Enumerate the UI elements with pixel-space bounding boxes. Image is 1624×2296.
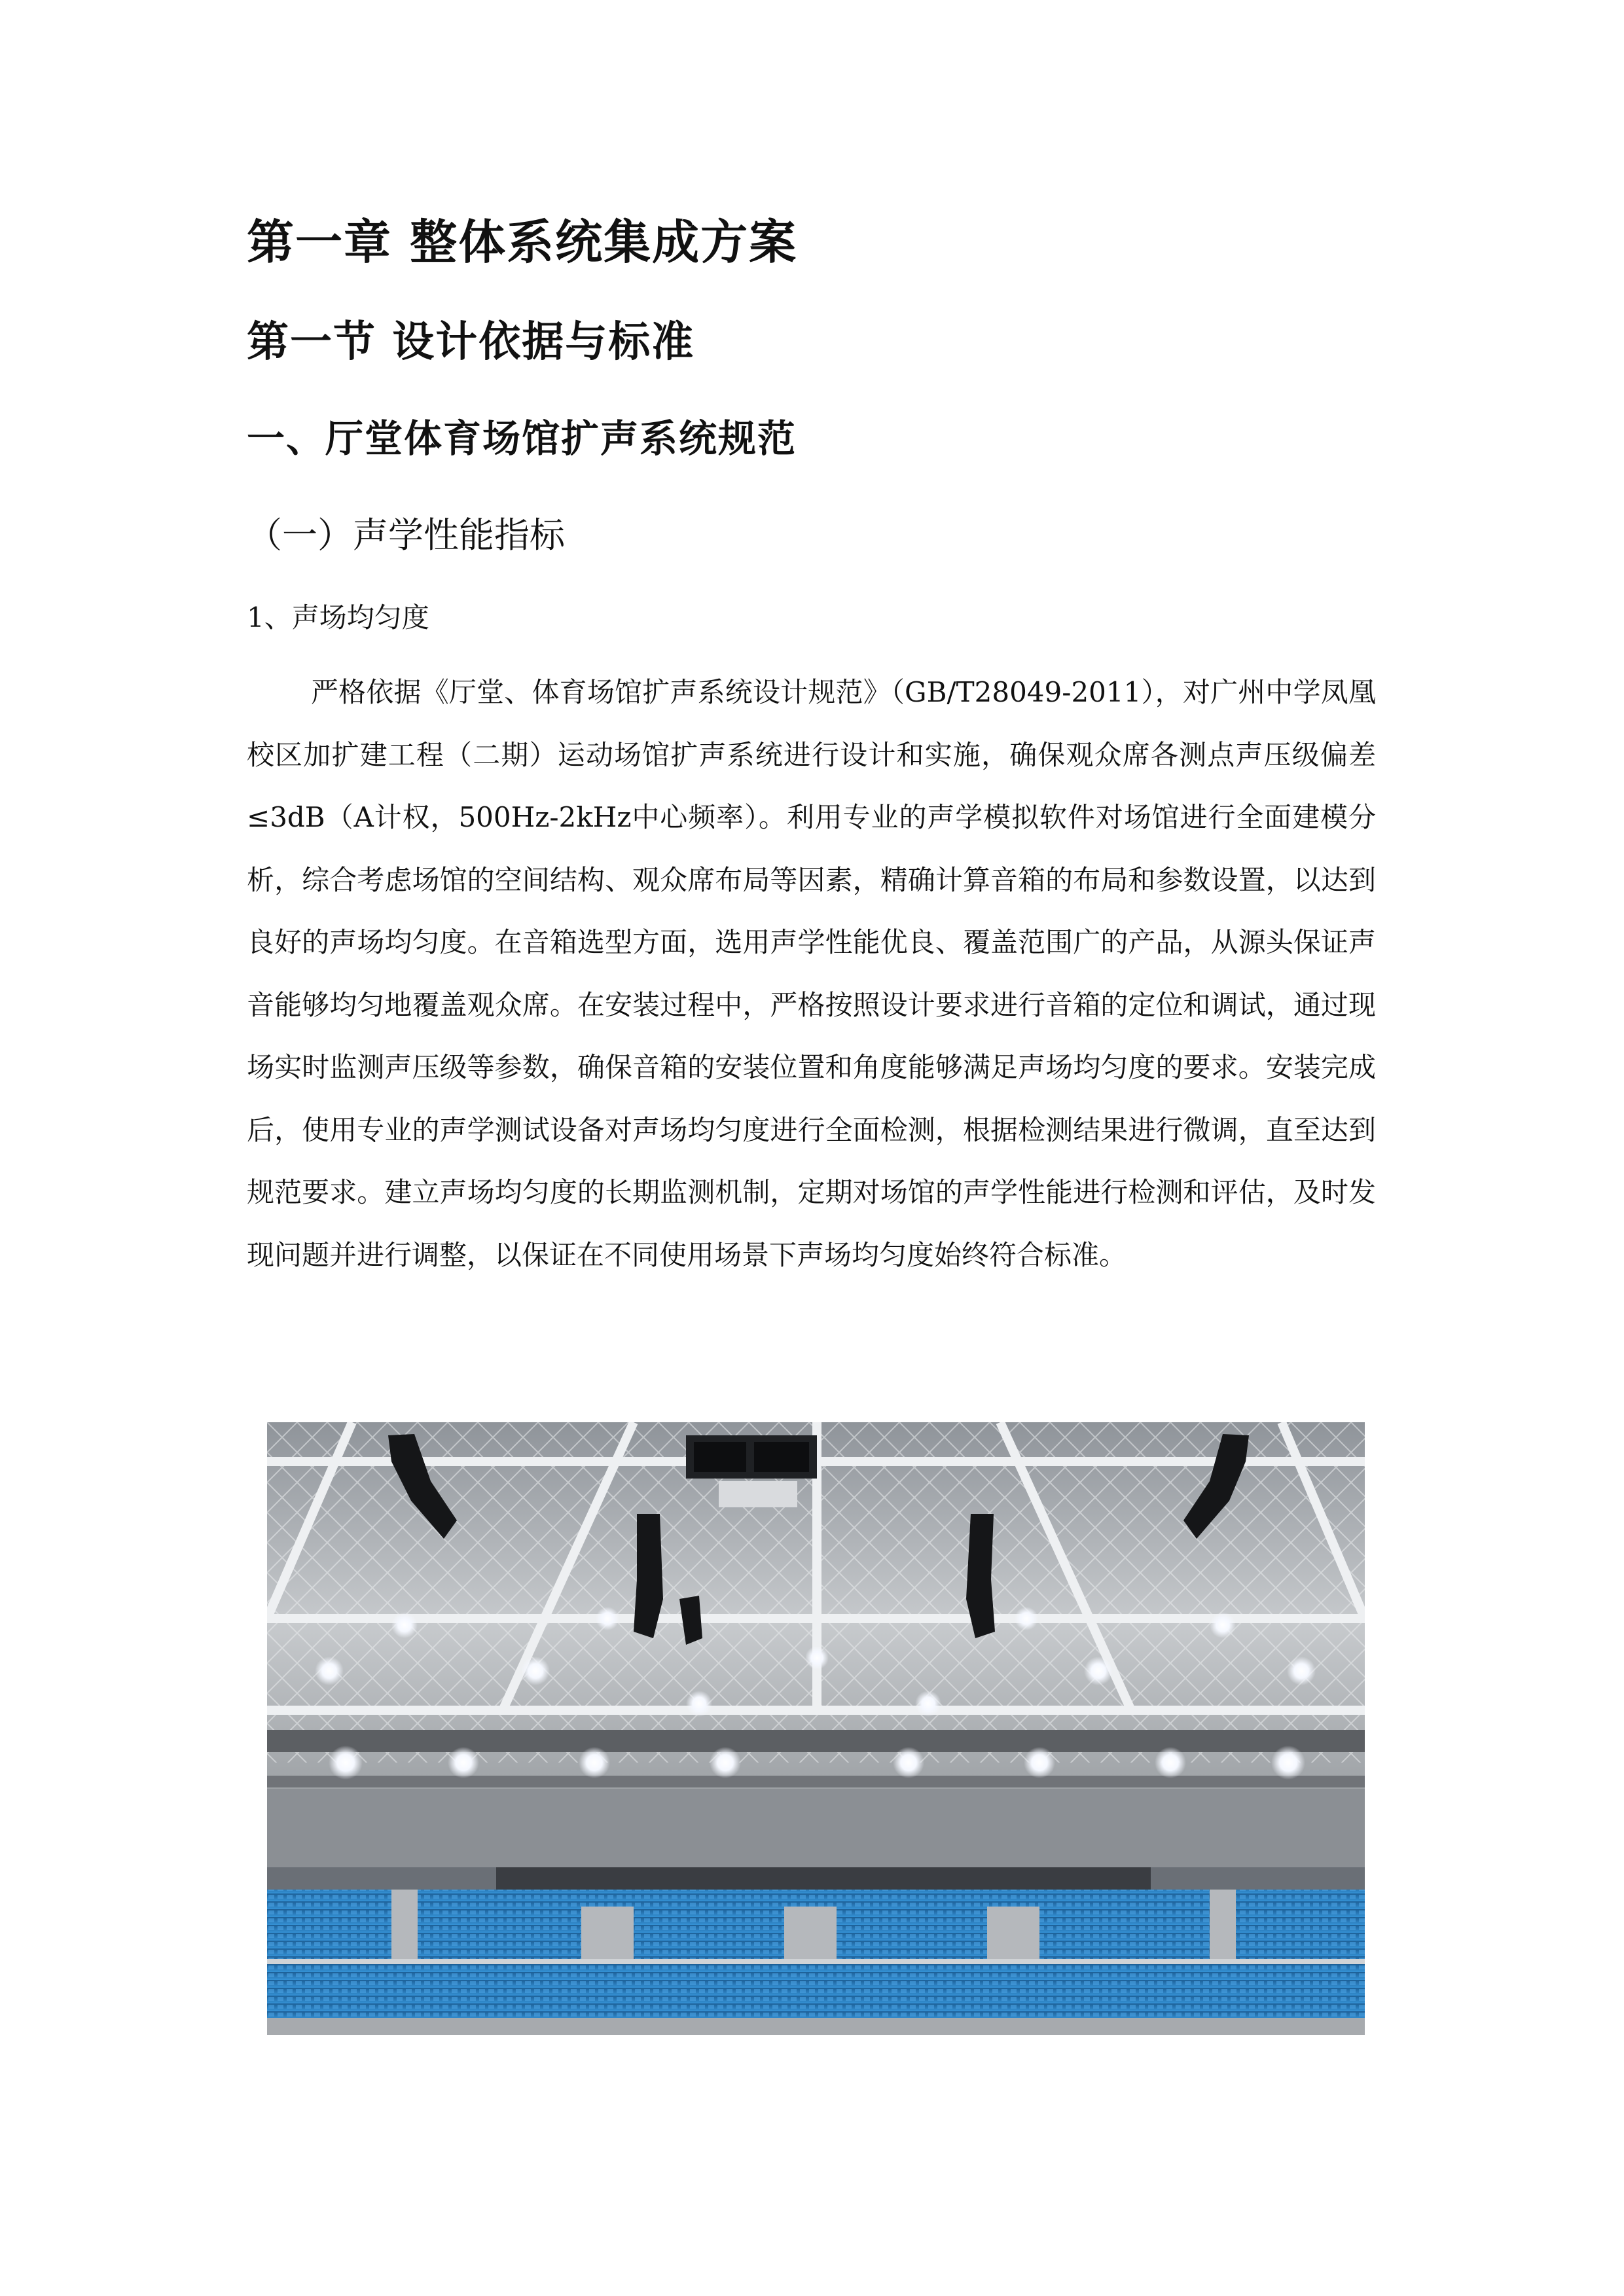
subsubsection-title: （一）声学性能指标: [247, 514, 565, 556]
upper-band: [267, 1776, 1365, 1787]
chapter-title: 第一章 整体系统集成方案: [247, 215, 798, 270]
item-title: 1、声场均匀度: [247, 601, 429, 634]
floor-edge: [267, 2018, 1365, 2035]
subsection-title: 一、厅堂体育场馆扩声系统规范: [247, 416, 797, 461]
section-title: 第一节 设计依据与标准: [247, 318, 695, 367]
catwalk-band: [267, 1730, 1365, 1752]
body-paragraph: 严格依据《厅堂、体育场馆扩声系统设计规范》（GB/T28049-2011），对广州中学凤凰校区加扩建工程（二期）运动场馆扩声系统进行设计和实施，确保观众席各测点声压级偏差≤3dB（A计权，500Hz-2kHz中心频率）。利用专业的声学模拟软件对场馆进行全面建模分析，综合考虑场馆的空间结构、观众席布局等因素，精确计算音箱的布局和参数设置，以达到良好的声场均匀度。在音箱选型方面，选用声学性能优良、覆盖范围广的产品，从源头保证声音能够均匀地覆盖观众席。在安装过程中，严格按照设计要求进行音箱的定位和调试，通过现场实时监测声压级等参数，确保音箱的安装位置和角度能够满足声场均匀度的要求。安装完成后，使用专业的声学测试设备对声场均匀度进行全面检测，根据检测结果进行微调，直至达到规范要求。建立声场均匀度的长期监测机制，定期对场馆的声学性能进行检测和评估，及时发现问题并进行调整，以保证在不同使用场景下声场均匀度始终符合标准。: [247, 676, 1376, 1271]
railing: [267, 1959, 1365, 1964]
arena-photo-illustration: [267, 1422, 1365, 2035]
back-wall: [267, 1789, 1365, 1867]
arena-photo: [267, 1422, 1365, 2035]
scoreboard-strip: [496, 1867, 1151, 1890]
